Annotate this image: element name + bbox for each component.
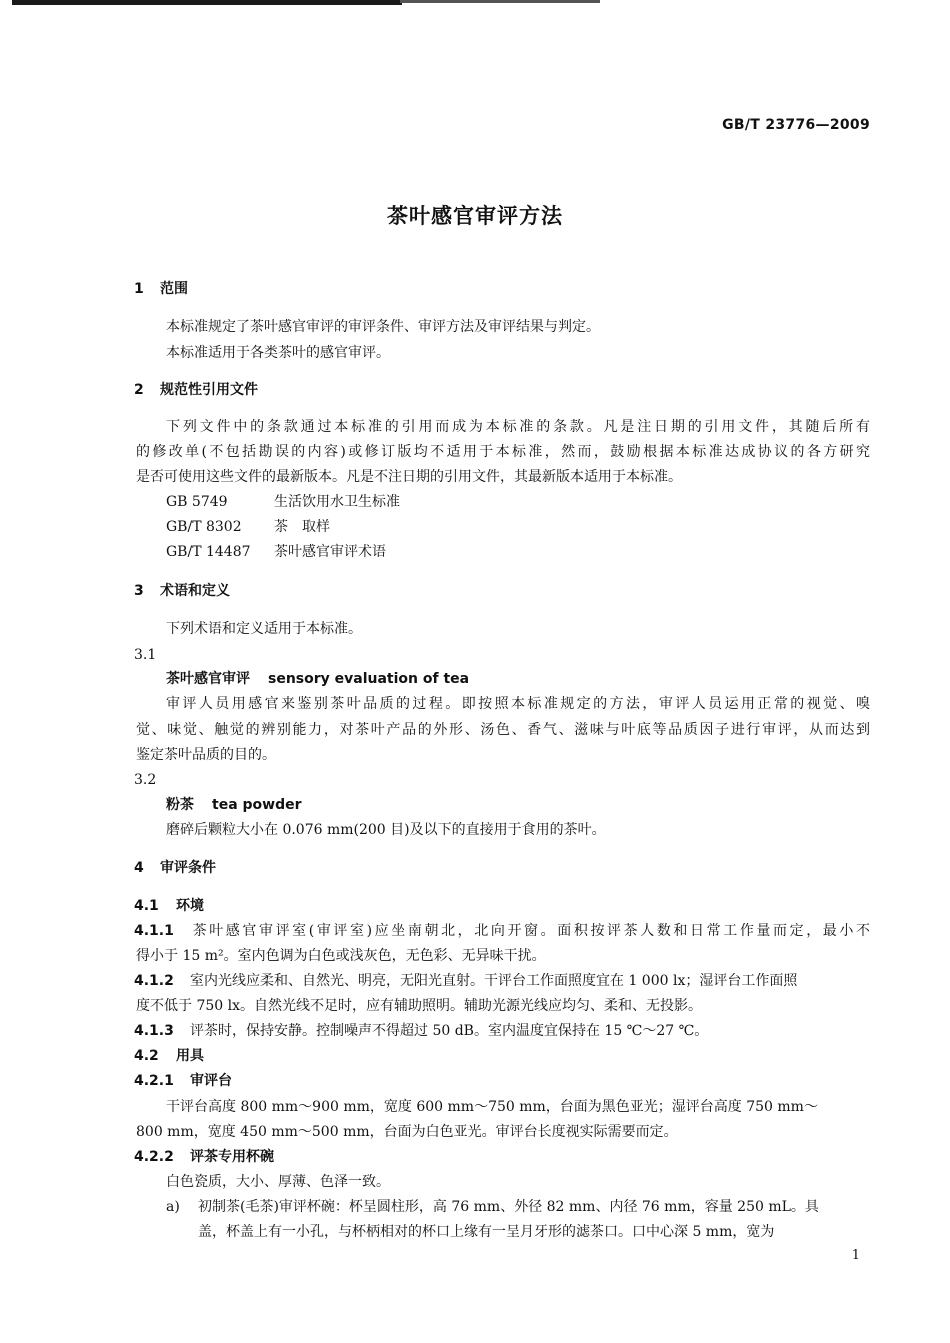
clause-number: 4.1.1: [134, 923, 174, 939]
list-item-text: 初制茶(毛茶)审评杯碗：杯呈圆柱形，高 76 mm、外径 82 mm、内径 76 mm，容量 250 mL。具: [198, 1199, 819, 1215]
definition-line: 鉴定茶叶品质的目的。: [136, 747, 276, 763]
list-item-line: 盖，杯盖上有一小孔，与杯柄相对的杯口上缘有一呈月牙形的滤茶口。口中心深 5 mm，宽为: [198, 1224, 775, 1240]
subsection-title: 用具: [176, 1048, 204, 1064]
clause-line: 得小于 15 m²。室内色调为白色或浅灰色，无色彩、无异味干扰。: [136, 948, 546, 964]
reference-code: GB/T 14487: [166, 544, 251, 560]
subsubsection-heading: [134, 1147, 274, 1167]
clause-line: [134, 921, 870, 941]
section-title: 术语和定义: [160, 583, 230, 599]
paragraph-line: 是否可使用这些文件的最新版本。凡是不注日期的引用文件，其最新版本适用于本标准。: [136, 469, 682, 485]
term-en: sensory evaluation of tea: [268, 671, 470, 687]
clause-line: [134, 1021, 708, 1041]
reference-item: [166, 517, 330, 537]
list-item-label: a): [166, 1199, 180, 1215]
subsection-heading: [134, 1046, 204, 1066]
reference-code: GB 5749: [166, 494, 228, 510]
reference-item: [166, 542, 386, 562]
definition-line: 审评人员用感官来鉴别茶叶品质的过程。即按照本标准规定的方法，审评人员运用正常的视觉、嗅: [166, 696, 870, 712]
reference-title: 茶 取样: [274, 519, 330, 535]
section-2-heading: [134, 380, 258, 400]
subsubsection-title: 评茶专用杯碗: [190, 1149, 274, 1165]
scan-edge-mark: [12, 0, 402, 5]
section-3-heading: [134, 581, 230, 601]
paragraph: 下列术语和定义适用于本标准。: [166, 621, 362, 637]
clause-number: 3.2: [134, 772, 157, 788]
standard-number: GB/T 23776—2009: [722, 117, 870, 133]
section-number: 1: [134, 281, 144, 297]
subsubsection-number: 4.2.2: [134, 1149, 174, 1165]
scan-edge-mark-2: [400, 0, 600, 3]
reference-code: GB/T 8302: [166, 519, 242, 535]
section-title: 范围: [160, 281, 188, 297]
term-zh: 茶叶感官审评: [166, 671, 250, 687]
section-title: 审评条件: [160, 860, 216, 876]
paragraph-line: 的修改单(不包括勘误的内容)或修订版均不适用于本标准，然而，鼓励根据本标准达成协议的各方研究: [136, 444, 870, 460]
reference-title: 生活饮用水卫生标准: [274, 494, 400, 510]
term-en: tea powder: [212, 797, 302, 813]
term-heading: [166, 795, 302, 815]
section-4-heading: [134, 858, 216, 878]
subsubsection-title: 审评台: [190, 1073, 232, 1089]
paragraph: 本标准规定了茶叶感官审评的审评条件、审评方法及审评结果与判定。: [166, 319, 600, 335]
paragraph: 本标准适用于各类茶叶的感官审评。: [166, 345, 390, 361]
section-number: 2: [134, 382, 144, 398]
term-heading: [166, 669, 469, 689]
paragraph-line: 下列文件中的条款通过本标准的引用而成为本标准的条款。凡是注日期的引用文件，其随后所有: [166, 419, 870, 435]
clause-text: 评茶时，保持安静。控制噪声不得超过 50 dB。室内温度宜保持在 15 ℃～27 ℃。: [190, 1023, 709, 1039]
subsubsection-number: 4.2.1: [134, 1073, 174, 1089]
reference-item: [166, 492, 400, 512]
clause-line: 白色瓷质，大小、厚薄、色泽一致。: [166, 1174, 390, 1190]
definition-line: 磨碎后颗粒大小在 0.076 mm(200 目)及以下的直接用于食用的茶叶。: [166, 822, 606, 838]
section-number: 3: [134, 583, 144, 599]
page-number: 1: [851, 1248, 860, 1263]
clause-line: [134, 971, 870, 991]
clause-text: 室内光线应柔和、自然光、明亮，无阳光直射。干评台工作面照度宜在 1 000 lx；湿评台工作面照: [190, 973, 798, 989]
clause-line: 度不低于 750 lx。自然光线不足时，应有辅助照明。辅助光源光线应均匀、柔和、无投影。: [136, 998, 702, 1014]
clause-number: 3.1: [134, 647, 157, 663]
subsection-heading: [134, 896, 204, 916]
subsubsection-heading: [134, 1071, 232, 1091]
section-1-heading: [134, 279, 188, 299]
section-title: 规范性引用文件: [160, 382, 258, 398]
clause-number: 4.1.2: [134, 973, 174, 989]
term-zh: 粉茶: [166, 797, 194, 813]
subsection-number: 4.1: [134, 898, 159, 914]
subsection-number: 4.2: [134, 1048, 159, 1064]
reference-title: 茶叶感官审评术语: [274, 544, 386, 560]
clause-line: 干评台高度 800 mm～900 mm，宽度 600 mm～750 mm，台面为黑色亚光；湿评台高度 750 mm～: [166, 1099, 818, 1115]
clause-text: 茶叶感官审评室(审评室)应坐南朝北，北向开窗。面积按评茶人数和日常工作量而定，最小不: [190, 923, 870, 939]
section-number: 4: [134, 860, 144, 876]
list-item-line: [166, 1197, 819, 1217]
clause-number: 4.1.3: [134, 1023, 174, 1039]
definition-line: 觉、味觉、触觉的辨别能力，对茶叶产品的外形、汤色、香气、滋味与叶底等品质因子进行审评，从而达到: [136, 722, 870, 738]
page-title: 茶叶感官审评方法: [387, 204, 563, 228]
clause-line: 800 mm，宽度 450 mm～500 mm，台面为白色亚光。审评台长度视实际需要而定。: [136, 1124, 678, 1140]
subsection-title: 环境: [176, 898, 204, 914]
